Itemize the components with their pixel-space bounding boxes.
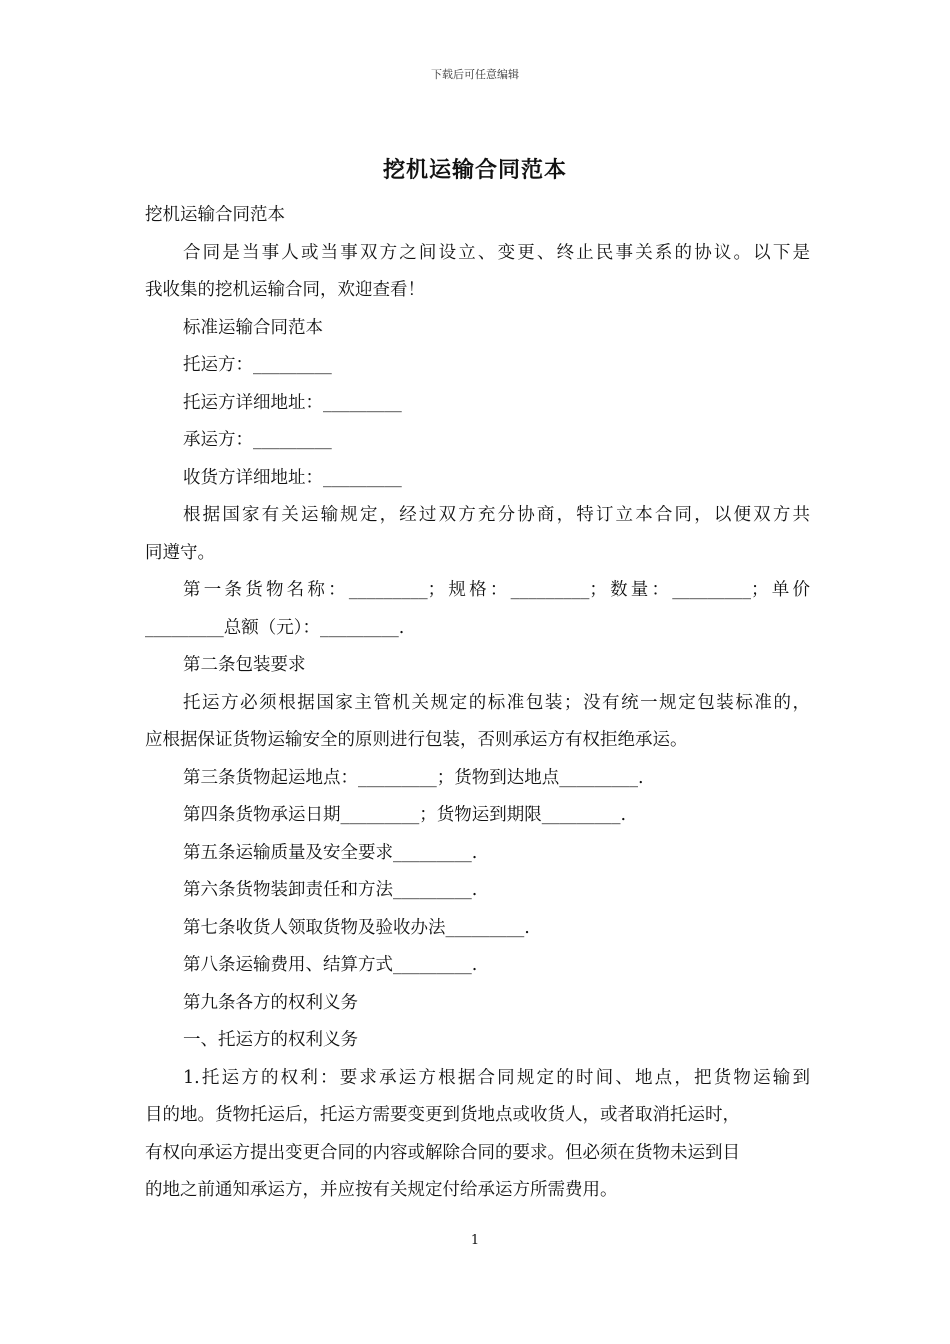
paragraph-line: 托运方必须根据国家主管机关规定的标准包装；没有统一规定包装标准的， bbox=[183, 692, 810, 713]
paragraph-line: 收货方详细地址：_________ bbox=[183, 467, 402, 488]
paragraph-line: 第二条包装要求 bbox=[183, 655, 306, 675]
document-body bbox=[145, 197, 810, 1210]
page-header: 下载后可任意编辑 bbox=[431, 68, 519, 81]
paragraph-line: 挖机运输合同范本 bbox=[145, 205, 285, 225]
paragraph-line: 的地之前通知承运方，并应按有关规定付给承运方所需费用。 bbox=[145, 1180, 618, 1200]
paragraph-line: 第一条货物名称：_________；规格：_________；数量：_________；单价 bbox=[183, 580, 810, 600]
paragraph-line: 第七条收货人领取货物及验收办法_________. bbox=[183, 917, 530, 938]
paragraph-line: 同遵守。 bbox=[145, 542, 215, 563]
paragraph-line: 我收集的挖机运输合同，欢迎查看！ bbox=[145, 280, 425, 300]
paragraph-line: 目的地。货物托运后，托运方需要变更到货地点或收货人，或者取消托运时， bbox=[145, 1105, 740, 1125]
paragraph-line: 第八条运输费用、结算方式_________. bbox=[183, 955, 478, 975]
paragraph-line: 托运方：_________ bbox=[183, 355, 332, 375]
paragraph-line: 第六条货物装卸责任和方法_________. bbox=[183, 880, 478, 900]
document-title: 挖机运输合同范本 bbox=[382, 157, 567, 183]
paragraph-line: 第三条货物起运地点：_________；货物到达地点_________. bbox=[183, 767, 644, 788]
page-number: 1 bbox=[470, 1233, 480, 1248]
paragraph-line: 1.托运方的权利：要求承运方根据合同规定的时间、地点，把货物运输到 bbox=[183, 1067, 810, 1088]
paragraph-line: 标准运输合同范本 bbox=[183, 317, 323, 338]
paragraph-line: 合同是当事人或当事双方之间设立、变更、终止民事关系的协议。以下是 bbox=[183, 242, 810, 263]
paragraph-line: 第九条各方的权利义务 bbox=[183, 992, 358, 1013]
paragraph-line: 根据国家有关运输规定，经过双方充分协商，特订立本合同，以便双方共 bbox=[183, 505, 810, 525]
paragraph-line: _________总额（元）：_________. bbox=[145, 617, 405, 638]
paragraph-line: 承运方：_________ bbox=[183, 430, 332, 450]
paragraph-line: 一、托运方的权利义务 bbox=[183, 1030, 358, 1050]
paragraph-line: 有权向承运方提出变更合同的内容或解除合同的要求。但必须在货物未运到目 bbox=[145, 1142, 740, 1163]
paragraph-line: 第四条货物承运日期_________；货物运到期限_________. bbox=[183, 805, 627, 825]
paragraph-line: 第五条运输质量及安全要求_________. bbox=[183, 842, 478, 863]
paragraph-line: 应根据保证货物运输安全的原则进行包装，否则承运方有权拒绝承运。 bbox=[145, 730, 688, 750]
paragraph-line: 托运方详细地址：_________ bbox=[183, 392, 402, 413]
